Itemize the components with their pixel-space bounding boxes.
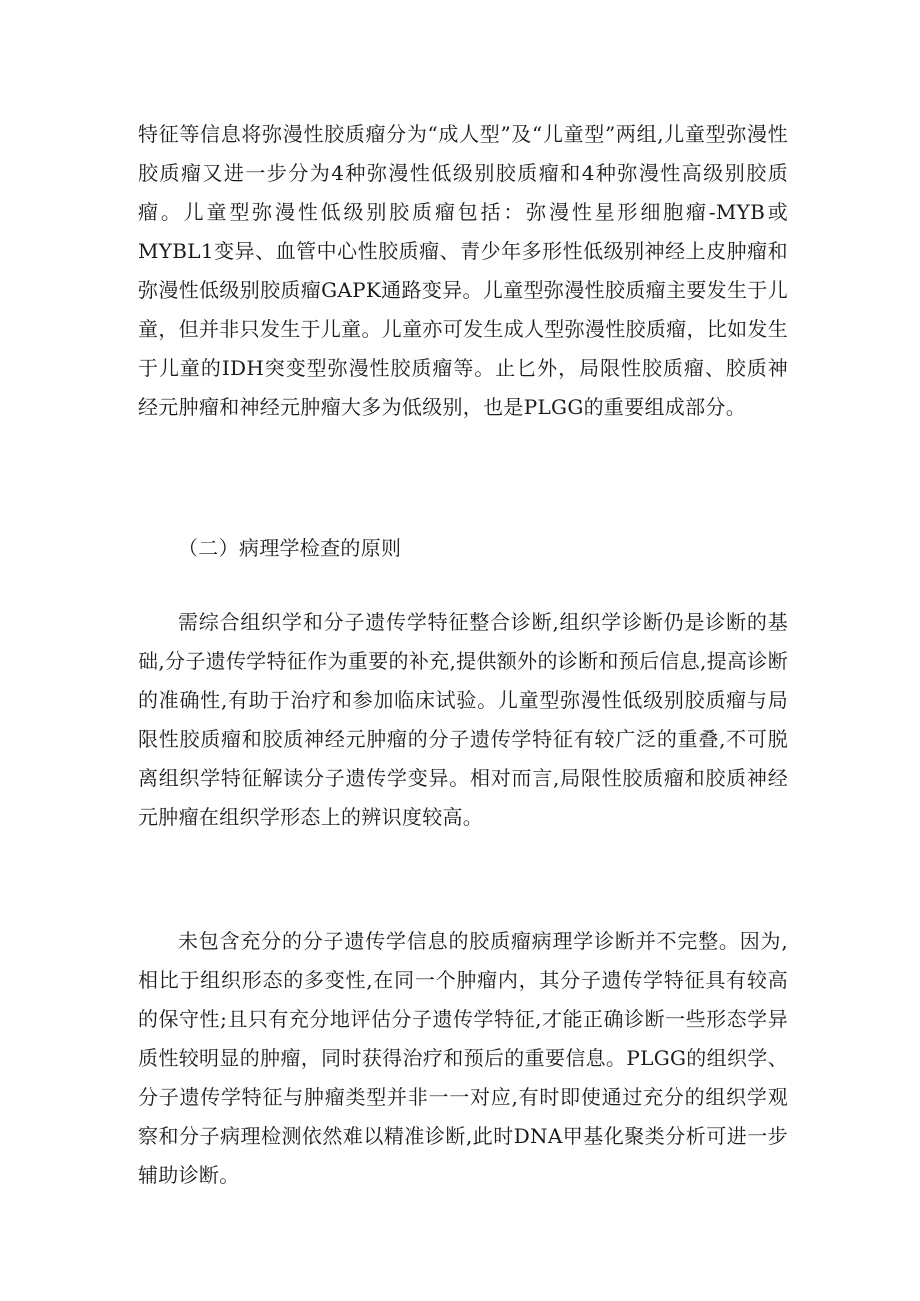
section-heading: （二）病理学检查的原则 [178,536,402,560]
paragraph-pathology-principles: 需综合组织学和分子遗传学特征整合诊断,组织学诊断仍是诊断的基础,分子遗传学特征作为重要的补充,提供额外的诊断和预后信息,提高诊断的准确性,有助于治疗和参加临床试验。儿童型弥漫性低级别胶质瘤与局限性胶质瘤和胶质神经元肿瘤的分子遗传学特征有较广泛的重叠,不可脱离组织学特征解读分子遗传学变异。相对而言,局限性胶质瘤和胶质神经元肿瘤在组织学形态上的辨识度较高。 [138,610,788,829]
paragraph-molecular-diagnosis: 未包含充分的分子遗传学信息的胶质瘤病理学诊断并不完整。因为,相比于组织形态的多变性,在同一个肿瘤内，其分子遗传学特征具有较高的保守性;且只有充分地评估分子遗传学特征,才能正确诊断一些形态学异质性较明显的肿瘤，同时获得治疗和预后的重要信息。PLGG的组织学、分子遗传学特征与肿瘤类型并非一一对应,有时即使通过充分的组织学观察和分子病理检测依然难以精准诊断,此时DNA甲基化聚类分析可进一步辅助诊断。 [138,929,788,1187]
paragraph-continuation: 特征等信息将弥漫性胶质瘤分为“成人型”及“儿童型”两组,儿童型弥漫性胶质瘤又进一步分为4种弥漫性低级别胶质瘤和4种弥漫性高级别胶质瘤。儿童型弥漫性低级别胶质瘤包括：弥漫性星形细胞瘤-MYB或MYBL1变异、血管中心性胶质瘤、青少年多形性低级别神经上皮肿瘤和弥漫性低级别胶质瘤GAPK通路变异。儿童型弥漫性胶质瘤主要发生于儿童，但并非只发生于儿童。儿童亦可发生成人型弥漫性胶质瘤，比如发生于儿童的IDH突变型弥漫性胶质瘤等。止匕外，局限性胶质瘤、胶质神经元肿瘤和神经元肿瘤大多为低级别，也是PLGG的重要组成部分。 [138,122,788,419]
